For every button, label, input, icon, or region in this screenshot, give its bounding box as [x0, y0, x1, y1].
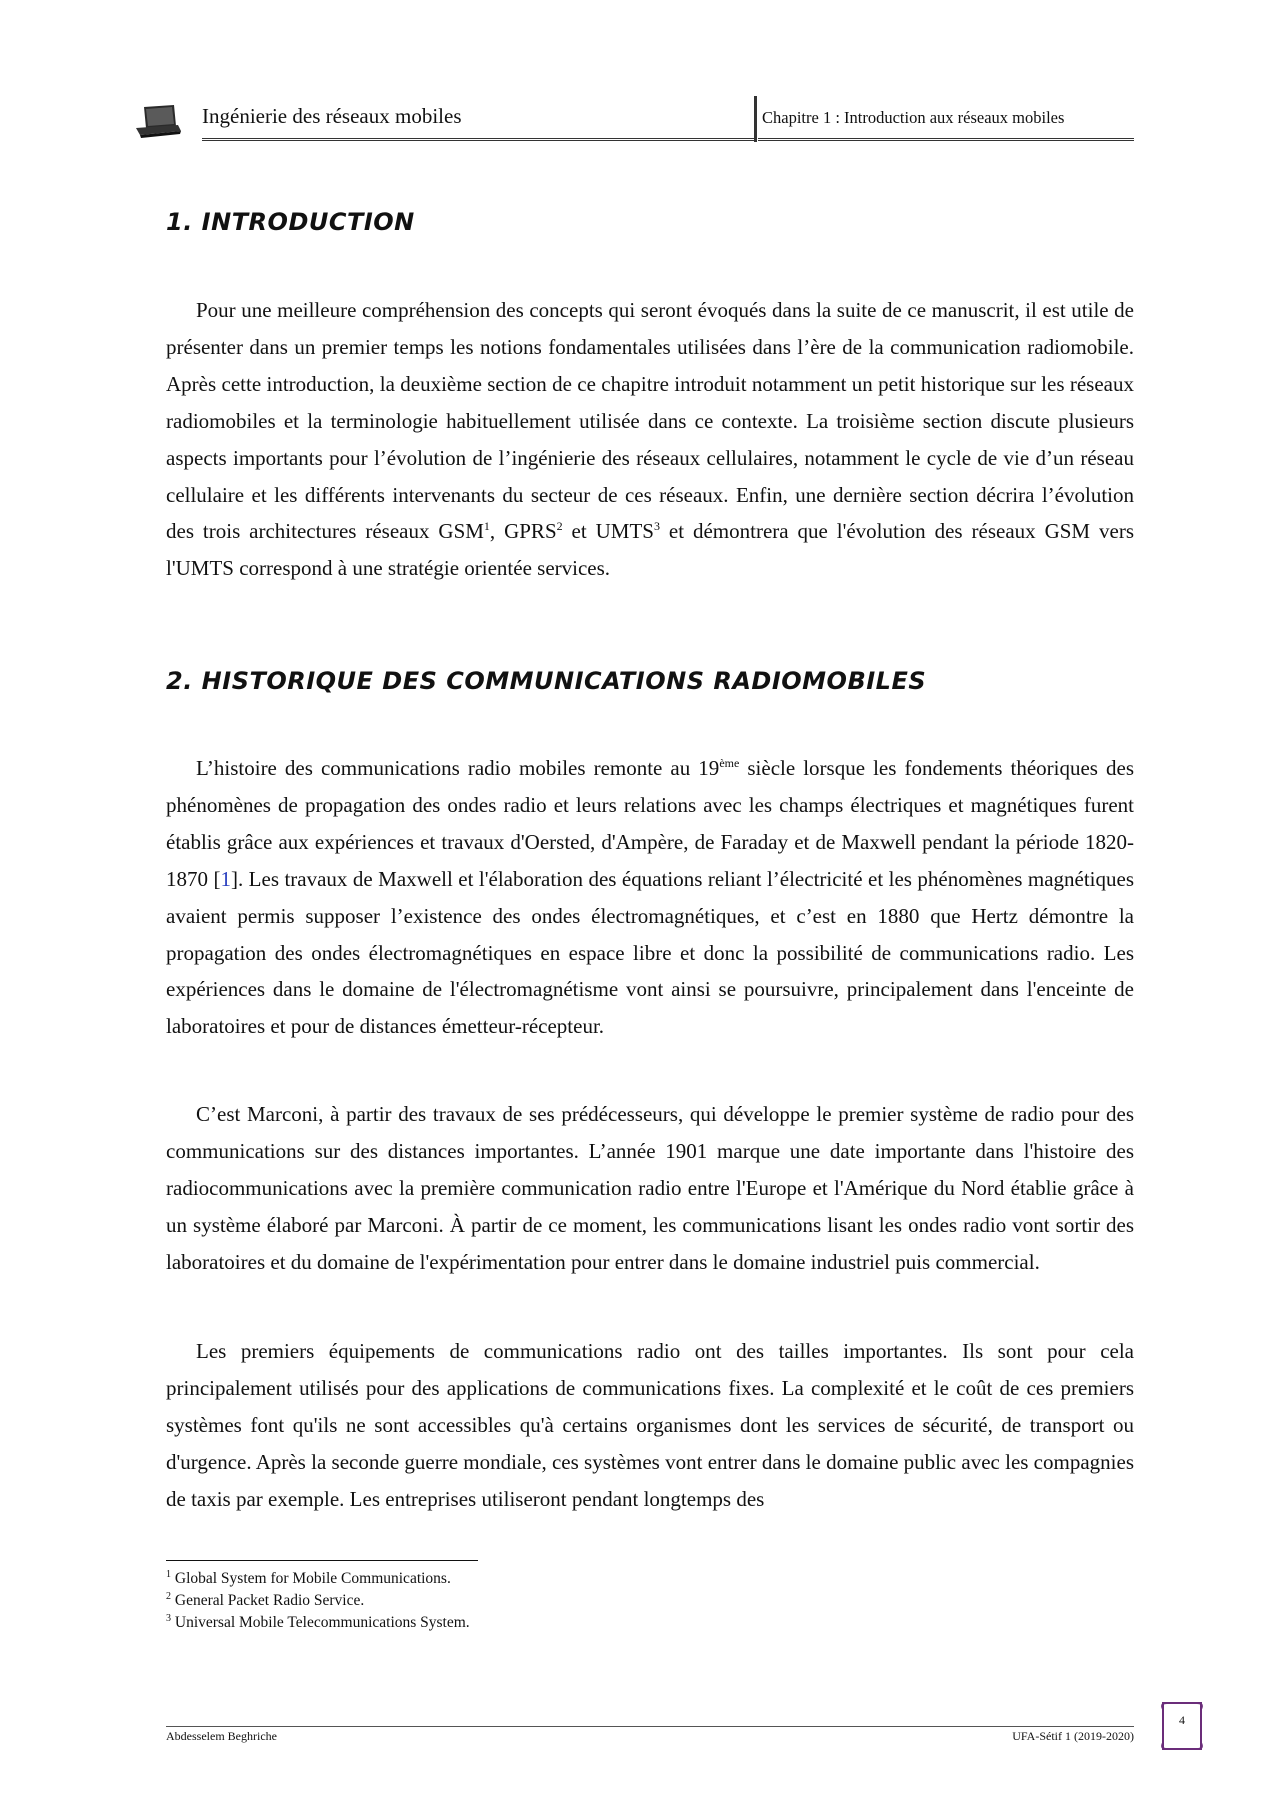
footnote-rule	[166, 1560, 478, 1561]
history-paragraph-1: L’histoire des communications radio mobiles remonte au 19ème siècle lorsque les fondements théoriques des phénomènes de propagation des ondes radio et leurs relations avec les champs électriques et magnétiques furent établis grâce aux expériences et travaux d'Oersted, d'Ampère, de Faraday et de Maxwell pendant la période 1820-1870 [1]. Les travaux de Maxwell et l'élaboration des équations reliant l’électricité et les phénomènes magnétiques avaient permis supposer l’existence des ondes électromagnétiques, et c’est en 1880 que Hertz démontre la propagation des ondes électromagnétiques en espace libre et donc la possibilité de communications radio. Les expériences dans le domaine de l'électromagnétisme vont ainsi se poursuivre, principalement dans l'enceinte de laboratoires et pour de distances émetteur-récepteur.	[166, 756, 1135, 1039]
footer-rule	[166, 1726, 1134, 1727]
header-divider	[754, 96, 757, 142]
footer-author: Abdesselem Beghriche	[166, 1729, 277, 1743]
footnotes	[166, 1568, 470, 1634]
footnote-item: $^2$ General Packet Radio Service.	[166, 1590, 365, 1609]
header-chapter-title: Chapitre 1 : Introduction aux réseaux mobiles	[762, 108, 1065, 127]
footnote-marker: 3	[653, 519, 660, 534]
history-paragraph-3: Les premiers équipements de communications radio ont des tailles importantes. Ils sont pour cela principalement utilisés pour des applications de communications fixes. La complexité et le coût de ces premiers systèmes font qu'ils ne sont accessibles qu'à certains organismes dont les services de sécurité, de transport ou d'urgence. Après la seconde guerre mondiale, ces systèmes vont entrer dans le domaine public avec les compagnies de taxis par exemple. Les entreprises utiliseront pendant longtemps des	[166, 1339, 1134, 1511]
section-heading-historique: 2. HISTORIQUE DES COMMUNICATIONS RADIOMOBILES	[166, 667, 927, 695]
footnote-item: $^1$ Global System for Mobile Communications.	[166, 1568, 451, 1587]
laptop-icon	[134, 104, 182, 140]
page-number: 4	[1179, 1713, 1185, 1727]
footnote-marker: 2	[556, 519, 563, 534]
section-heading-introduction: 1. INTRODUCTION	[166, 208, 415, 236]
header-left-rule	[202, 138, 754, 144]
header-course-title: Ingénierie des réseaux mobiles	[202, 104, 462, 128]
history-paragraph-2: C’est Marconi, à partir des travaux de ses prédécesseurs, qui développe le premier système de radio pour des communications sur des distances importantes. L’année 1901 marque une date importante dans l'histoire des radiocommunications avec la première communication radio entre l'Europe et l'Amérique du Nord établie grâce à un système élaboré par Marconi. À partir de ce moment, les communications lisant les ondes radio vont sortir des laboratoires et du domaine de l'expérimentation pour entrer dans le domaine industriel puis commercial.	[166, 1102, 1134, 1274]
header-right-rule	[758, 138, 1134, 144]
intro-paragraph: Pour une meilleure compréhension des concepts qui seront évoqués dans la suite de ce manuscrit, il est utile de présenter dans un premier temps les notions fondamentales utilisées dans l’ère de la communication radiomobile. Après cette introduction, la deuxième section de ce chapitre introduit notamment un petit historique sur les réseaux radiomobiles et la terminologie habituellement utilisée dans ce contexte. La troisième section discute plusieurs aspects importants pour l’évolution de l’ingénierie des réseaux cellulaires, notamment le cycle de vie d’un réseau cellulaire et les différents intervenants du secteur de ces réseaux. Enfin, une dernière section décrira l’évolution des trois architectures réseaux GSM$^1$, GPRS$^2$ et UMTS$^3$ et démontrera que l'évolution des réseaux GSM vers l'UMTS correspond à une stratégie orientée services.	[166, 298, 1134, 581]
footnote-marker: 1	[483, 519, 490, 534]
citation-link[interactable]: 1	[220, 866, 231, 891]
page-header	[126, 94, 1134, 142]
footnote-item: $^3$ Universal Mobile Telecommunications System.	[166, 1612, 470, 1631]
footer-institution: UFA-Sétif 1 (2019-2020)	[1012, 1729, 1134, 1743]
